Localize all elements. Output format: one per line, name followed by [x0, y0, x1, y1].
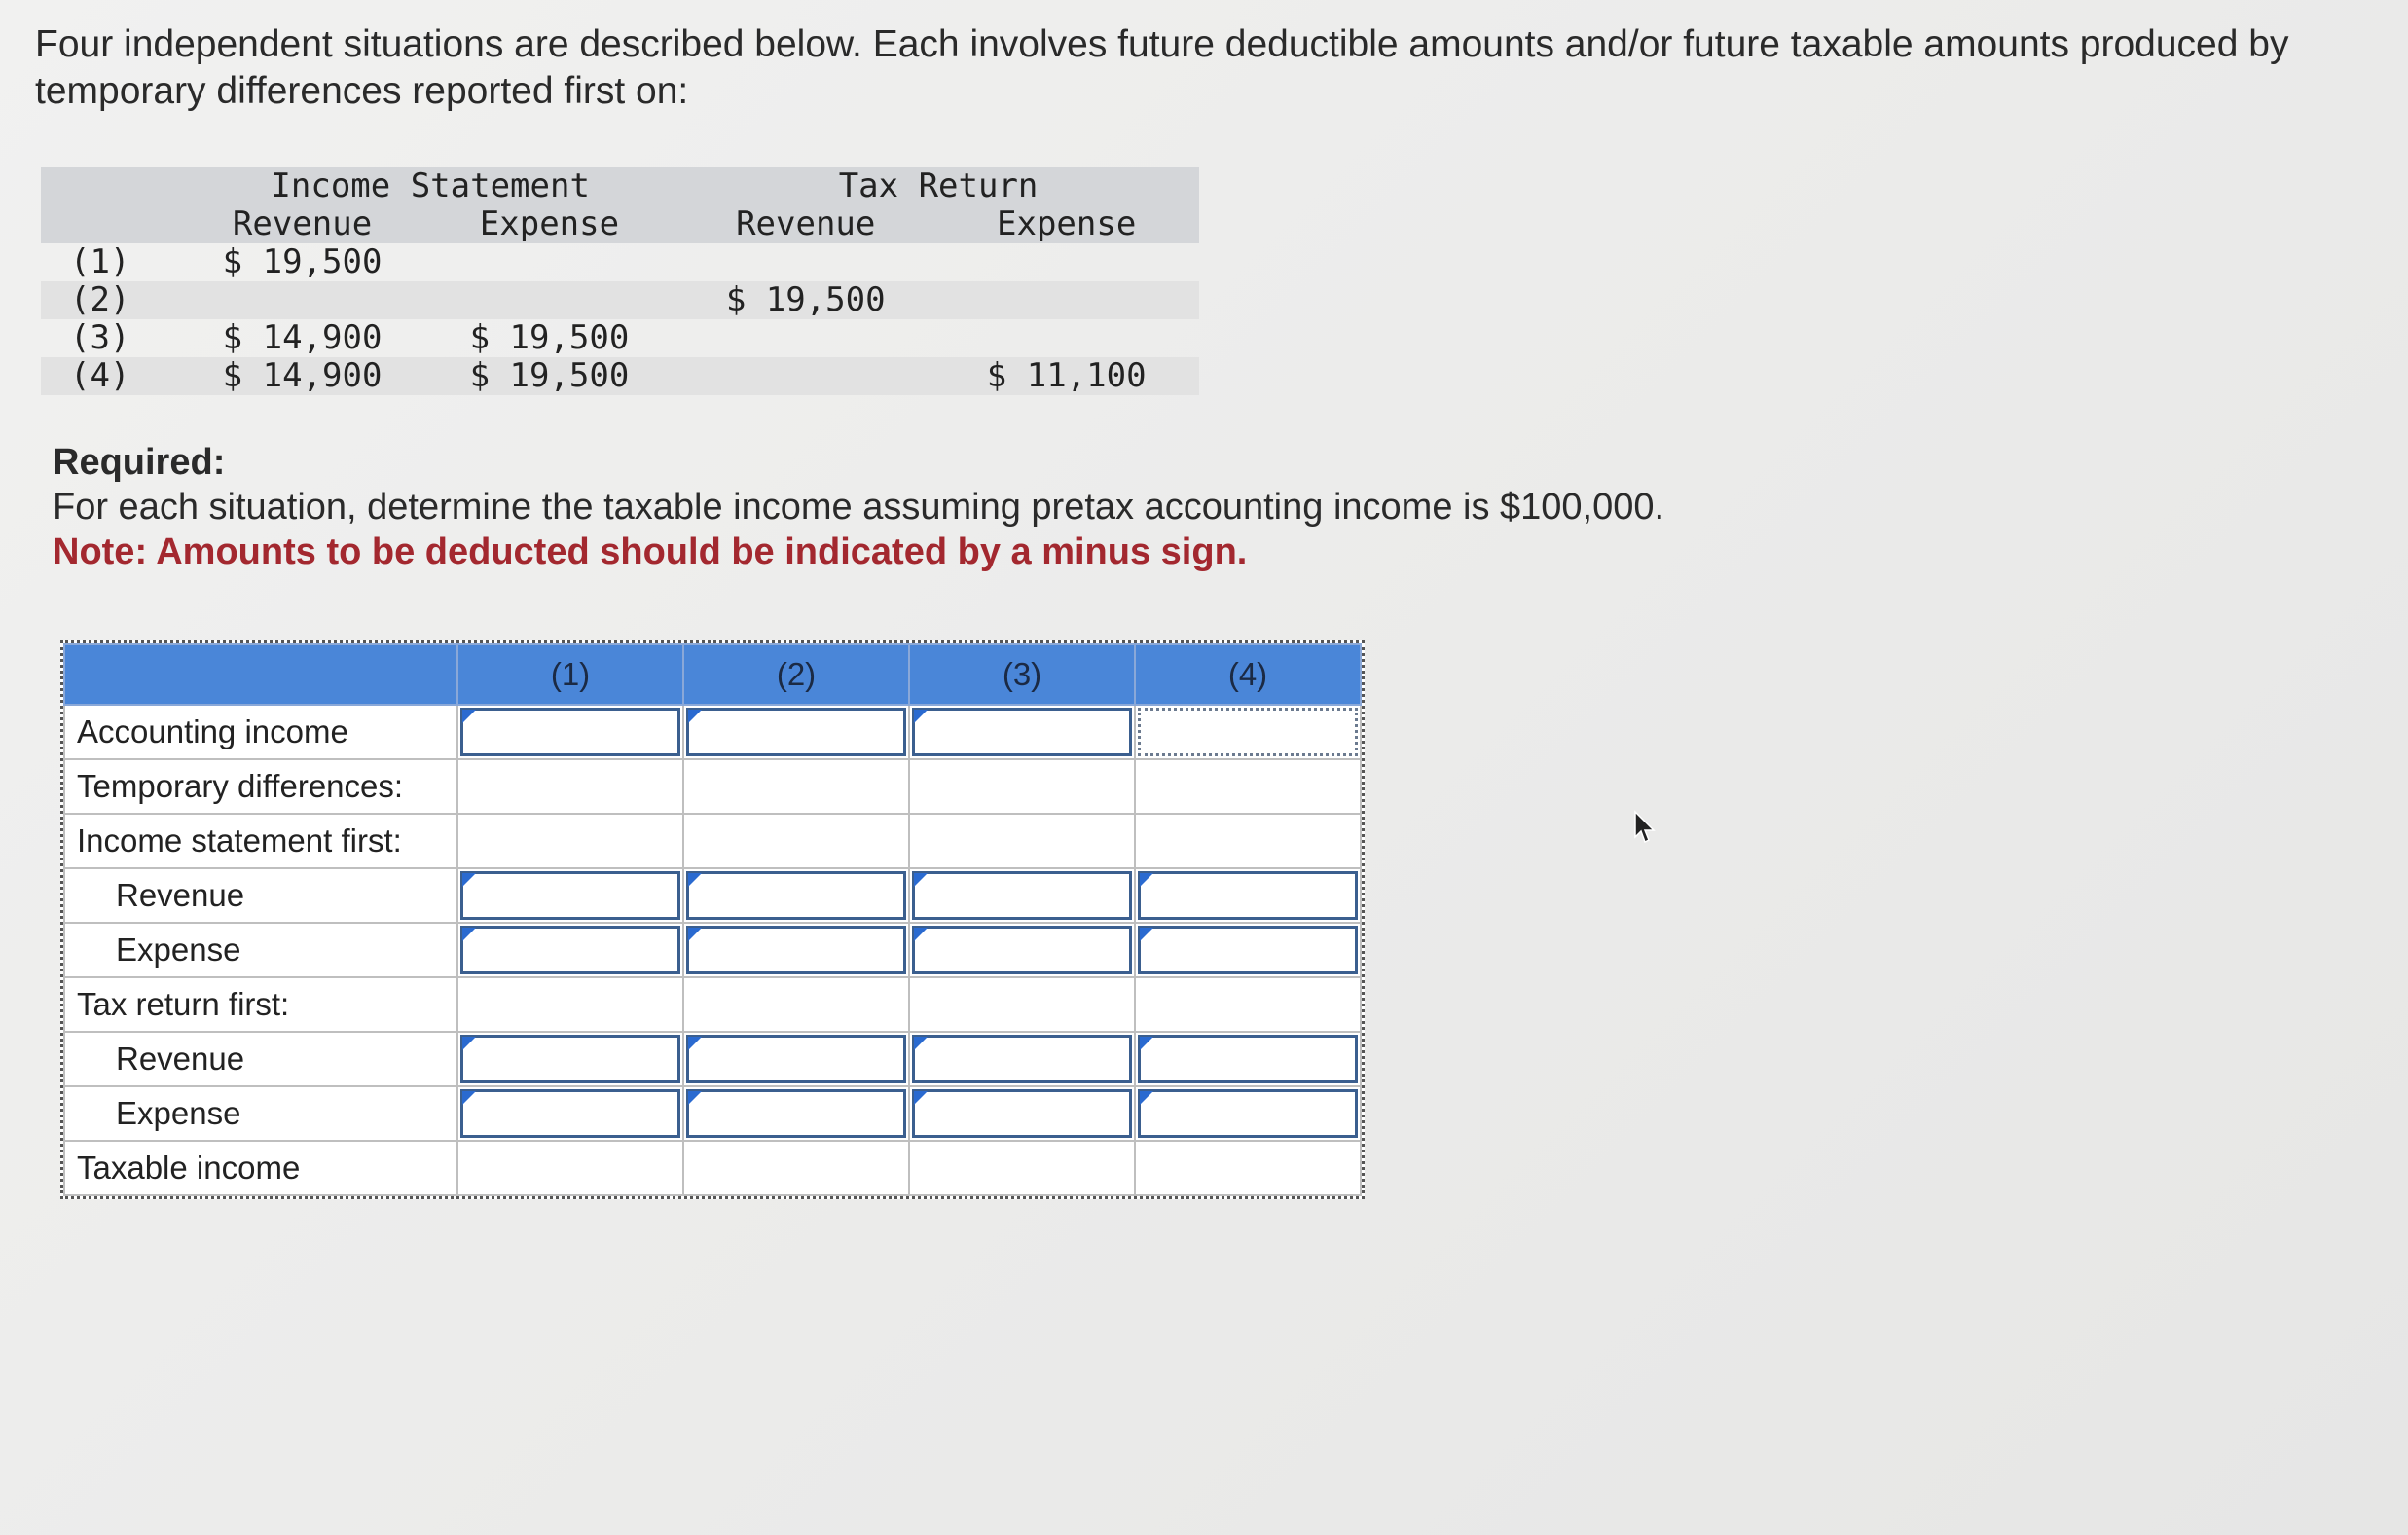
answer-empty-cell	[909, 977, 1135, 1032]
answer-input-cell[interactable]	[1135, 705, 1361, 759]
answer-row-label: Temporary differences:	[64, 759, 457, 814]
answer-row-label: Accounting income	[64, 705, 457, 759]
answer-input-cell[interactable]	[457, 923, 683, 977]
answer-input-cell[interactable]	[457, 868, 683, 923]
situation-number: (3)	[70, 318, 130, 357]
input-marker-icon	[462, 1091, 476, 1105]
answer-row-label: Taxable income	[64, 1141, 457, 1195]
answer-row	[64, 1141, 1361, 1195]
answer-input-field[interactable]	[686, 708, 906, 756]
cell-tr-expense: $ 11,100	[933, 357, 1199, 395]
input-marker-icon	[914, 1091, 928, 1105]
answer-input-field[interactable]	[1138, 871, 1358, 920]
situation-number: (4)	[41, 357, 183, 395]
answer-col-3: (3)	[909, 644, 1135, 705]
answer-table	[63, 643, 1362, 1196]
answer-header-blank	[64, 644, 457, 705]
answer-row	[64, 1086, 1361, 1141]
required-title: Required:	[53, 442, 226, 483]
answer-input-cell[interactable]	[909, 923, 1135, 977]
answer-row	[64, 1032, 1361, 1086]
answer-input-cell[interactable]	[909, 1086, 1135, 1141]
answer-empty-cell	[1135, 1141, 1361, 1195]
answer-empty-cell	[909, 814, 1135, 868]
answer-input-field[interactable]	[912, 1035, 1132, 1083]
input-marker-icon	[688, 1037, 702, 1050]
answer-row-label: Expense	[64, 923, 457, 977]
answer-input-cell[interactable]	[457, 1086, 683, 1141]
answer-input-field[interactable]	[912, 871, 1132, 920]
answer-empty-cell	[457, 759, 683, 814]
answer-input-field[interactable]	[686, 1035, 906, 1083]
cell-is-revenue	[183, 281, 421, 319]
answer-input-field[interactable]	[912, 708, 1132, 756]
answer-row	[64, 923, 1361, 977]
situation-number: (2)	[41, 281, 183, 319]
answer-empty-cell	[683, 759, 909, 814]
required-note: Note: Amounts to be deducted should be indicated by a minus sign.	[53, 531, 1248, 572]
answer-row	[64, 759, 1361, 814]
input-marker-icon	[462, 710, 476, 723]
answer-input-cell[interactable]	[683, 1032, 909, 1086]
cell-tr-expense	[933, 319, 1199, 357]
situation-row	[41, 319, 1199, 357]
mouse-pointer-icon	[1633, 810, 1659, 845]
answer-input-cell[interactable]	[683, 923, 909, 977]
answer-input-field[interactable]	[1138, 1089, 1358, 1138]
situation-number: (1)	[70, 242, 130, 281]
input-marker-icon	[462, 928, 476, 941]
cell-is-revenue: $ 14,900	[183, 357, 421, 395]
answer-empty-cell	[1135, 814, 1361, 868]
cell-is-revenue: $ 19,500	[222, 242, 383, 281]
answer-input-field[interactable]	[460, 1089, 680, 1138]
input-marker-icon	[914, 928, 928, 941]
answer-row-label: Expense	[64, 1086, 457, 1141]
input-marker-icon	[1140, 1037, 1153, 1050]
answer-empty-cell	[683, 977, 909, 1032]
problem-intro: Four independent situations are described below. Each involves future deductible amounts and/or future taxable amounts produced by temporary differences reported first on:	[35, 23, 2289, 112]
answer-input-cell[interactable]	[683, 868, 909, 923]
answer-input-field[interactable]	[460, 871, 680, 920]
answer-col-1: (1)	[457, 644, 683, 705]
situation-row	[41, 357, 1199, 395]
cell-is-expense: $ 19,500	[421, 357, 677, 395]
cell-is-expense	[421, 243, 677, 281]
answer-row	[64, 977, 1361, 1032]
input-marker-icon	[914, 873, 928, 887]
answer-input-cell[interactable]	[683, 705, 909, 759]
answer-input-cell[interactable]	[1135, 868, 1361, 923]
answer-empty-cell	[683, 1141, 909, 1195]
answer-empty-cell	[683, 814, 909, 868]
cell-is-expense	[421, 281, 677, 319]
input-marker-icon	[1140, 928, 1153, 941]
answer-input-cell[interactable]	[457, 705, 683, 759]
cell-tr-revenue	[677, 357, 933, 395]
answer-input-cell[interactable]	[1135, 1032, 1361, 1086]
answer-input-field[interactable]	[686, 1089, 906, 1138]
input-marker-icon	[688, 873, 702, 887]
answer-input-field[interactable]	[460, 926, 680, 974]
cell-tr-revenue: $ 19,500	[677, 281, 933, 319]
answer-input-field[interactable]	[1138, 926, 1358, 974]
answer-input-field[interactable]	[460, 708, 680, 756]
answer-input-field[interactable]	[1138, 1035, 1358, 1083]
situation-row	[41, 281, 1199, 319]
answer-empty-cell	[909, 759, 1135, 814]
cell-tr-revenue	[677, 243, 933, 281]
col-is-revenue: Revenue	[183, 205, 421, 243]
answer-row-label: Income statement first:	[64, 814, 457, 868]
answer-header-row	[64, 644, 1361, 705]
answer-input-cell[interactable]	[1135, 1086, 1361, 1141]
input-marker-icon	[462, 1037, 476, 1050]
answer-input-field[interactable]	[686, 926, 906, 974]
answer-input-field[interactable]	[912, 926, 1132, 974]
answer-row-label: Revenue	[64, 868, 457, 923]
answer-input-cell[interactable]	[909, 705, 1135, 759]
group-income-statement: Income Statement	[183, 167, 677, 205]
answer-row	[64, 868, 1361, 923]
answer-col-4: (4)	[1135, 644, 1361, 705]
answer-input-field[interactable]	[686, 871, 906, 920]
answer-row-label: Tax return first:	[64, 977, 457, 1032]
answer-empty-cell	[1135, 977, 1361, 1032]
answer-empty-cell	[909, 1141, 1135, 1195]
input-marker-icon	[914, 710, 928, 723]
cell-is-revenue: $ 14,900	[222, 318, 383, 357]
col-tr-revenue: Revenue	[677, 205, 933, 243]
situations-table	[41, 167, 1199, 395]
input-marker-icon	[462, 873, 476, 887]
answer-empty-cell	[457, 814, 683, 868]
cell-tr-expense	[933, 281, 1199, 319]
col-tr-expense: Expense	[933, 205, 1199, 243]
situations-header-groups	[41, 167, 1199, 205]
answer-input-field[interactable]	[912, 1089, 1132, 1138]
answer-input-cell[interactable]	[909, 868, 1135, 923]
group-tax-return: Tax Return	[677, 167, 1199, 205]
answer-col-2: (2)	[683, 644, 909, 705]
answer-body	[64, 705, 1361, 1195]
input-marker-icon	[1140, 1091, 1153, 1105]
situation-row	[41, 243, 1199, 281]
answer-row-label: Revenue	[64, 1032, 457, 1086]
situations-header-columns	[41, 205, 1199, 243]
cell-tr-expense	[933, 243, 1199, 281]
answer-input-cell[interactable]	[1135, 923, 1361, 977]
required-text: For each situation, determine the taxable income assuming pretax accounting income is $100,000.	[53, 487, 1665, 528]
required-section	[53, 440, 1902, 574]
answer-row	[64, 705, 1361, 759]
answer-grid	[60, 640, 1365, 1199]
answer-input-field[interactable]	[1138, 708, 1358, 756]
input-marker-icon	[688, 710, 702, 723]
answer-input-cell[interactable]	[457, 1032, 683, 1086]
answer-empty-cell	[457, 977, 683, 1032]
answer-row	[64, 814, 1361, 868]
cell-tr-revenue	[677, 319, 933, 357]
input-marker-icon	[1140, 873, 1153, 887]
input-marker-icon	[914, 1037, 928, 1050]
answer-input-field[interactable]	[460, 1035, 680, 1083]
answer-empty-cell	[1135, 759, 1361, 814]
answer-input-cell[interactable]	[683, 1086, 909, 1141]
col-is-expense: Expense	[421, 205, 677, 243]
answer-empty-cell	[457, 1141, 683, 1195]
input-marker-icon	[688, 928, 702, 941]
cell-is-expense: $ 19,500	[469, 318, 630, 357]
input-marker-icon	[688, 1091, 702, 1105]
answer-input-cell[interactable]	[909, 1032, 1135, 1086]
